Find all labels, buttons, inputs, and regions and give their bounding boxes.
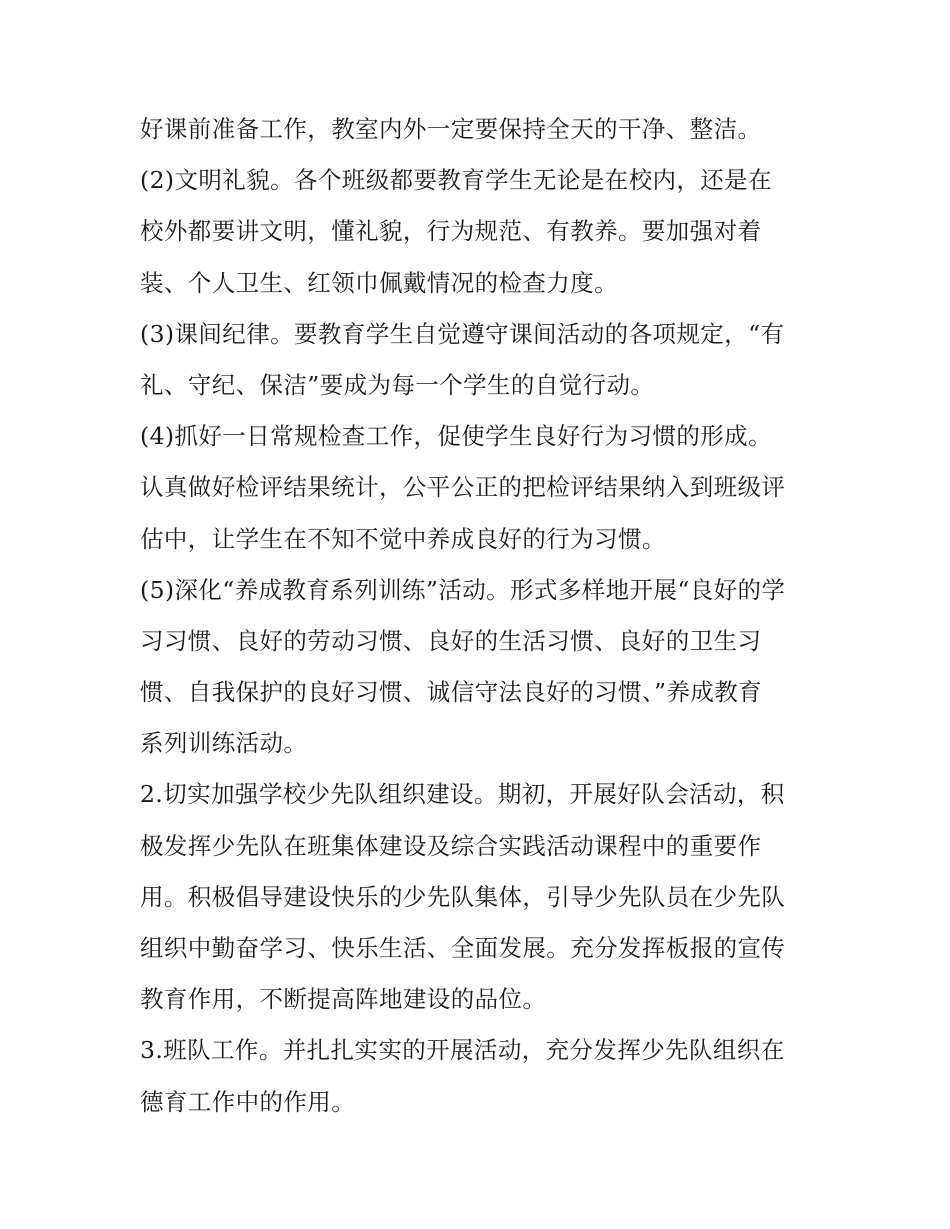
text-line: 装、个人卫生、红领巾佩戴情况的检查力度。	[140, 268, 618, 297]
text-line: 3.班队工作。并扎扎实实的开展活动，充分发挥少先队组织在	[140, 1036, 785, 1065]
text-line: 惯、自我保护的良好习惯、诚信守法良好的习惯、”养成教育	[140, 678, 763, 707]
text-line: 极发挥少先队在班集体建设及综合实践活动课程中的重要作	[140, 831, 762, 860]
text-line: 2.切实加强学校少先队组织建设。期初，开展好队会活动，积	[140, 780, 785, 809]
text-line: 校外都要讲文明，懂礼貌，行为规范、有教养。要加强对着	[140, 217, 762, 246]
text-line: (2)文明礼貌。各个班级都要教育学生无论是在校内，还是在	[140, 166, 772, 195]
text-line: 用。积极倡导建设快乐的少先队集体，引导少先队员在少先队	[140, 882, 786, 911]
text-line: 系列训练活动。	[140, 729, 308, 758]
text-line: 估中，让学生在不知不觉中养成良好的行为习惯。	[140, 524, 666, 553]
text-line: 好课前准备工作，教室内外一定要保持全天的干净、整洁。	[140, 115, 762, 143]
text-line: 认真做好检评结果统计，公平公正的把检评结果纳入到班级评	[140, 473, 786, 502]
text-line: (4)抓好一日常规检查工作，促使学生良好行为习惯的形成。	[140, 422, 772, 451]
text-line: 礼、守纪、保洁”要成为每一个学生的自觉行动。	[140, 370, 655, 399]
text-line: (5)深化“养成教育系列训练”活动。形式多样地开展“良好的学	[140, 575, 786, 604]
text-line: (3)课间纪律。要教育学生自觉遵守课间活动的各项规定，“有	[140, 319, 785, 348]
text-line: 组织中勤奋学习、快乐生活、全面发展。充分发挥板报的宣传	[140, 934, 786, 962]
text-line: 习习惯、良好的劳动习惯、良好的生活习惯、良好的卫生习	[140, 626, 762, 655]
document-body	[140, 104, 830, 1128]
text-line: 教育作用，不断提高阵地建设的品位。	[140, 985, 547, 1014]
text-line: 德育工作中的作用。	[140, 1087, 356, 1116]
